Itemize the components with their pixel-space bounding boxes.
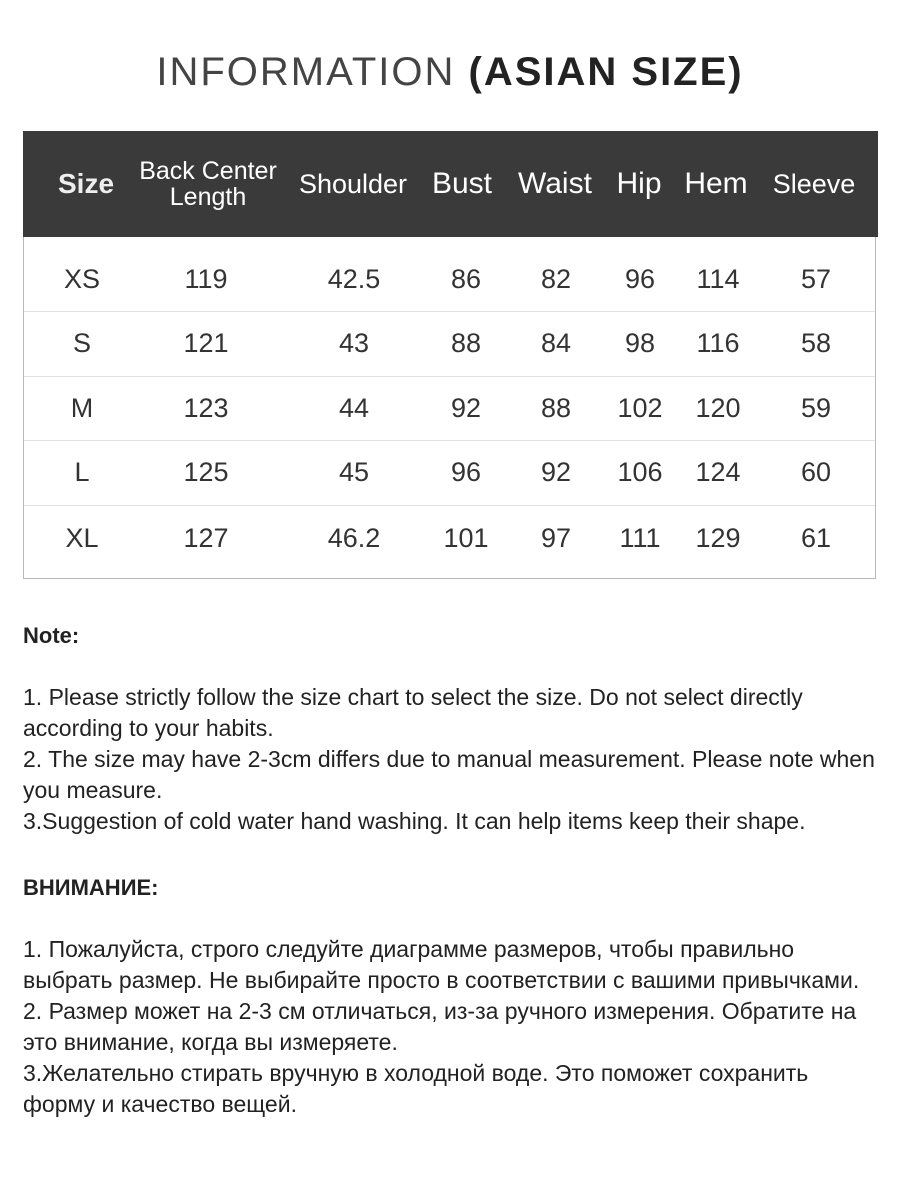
- cell-sleeve: 61: [800, 522, 832, 553]
- table-row: [24, 237, 875, 312]
- table-row: [24, 312, 875, 377]
- header-hem: Hem: [684, 167, 748, 200]
- cell-size: S: [72, 328, 91, 359]
- page-title: [0, 44, 900, 100]
- note-english: [23, 620, 878, 837]
- cell-hip: 111: [619, 522, 661, 553]
- cell-back-center-length: 127: [183, 522, 229, 553]
- note-item-ru: 1. Пожалуйста, строго следуйте диаграмме размеров, чтобы правильно выбрать размер. Не выбирайте просто в соответствии с вашими привычками.: [23, 936, 860, 993]
- cell-size: L: [74, 457, 90, 488]
- header-back-center-line1: Back Center: [139, 157, 277, 185]
- header-waist: Waist: [518, 167, 592, 200]
- header-back-center-line2: Length: [169, 183, 247, 211]
- cell-hip: 102: [617, 392, 663, 423]
- cell-size: XS: [63, 263, 101, 294]
- cell-waist: 82: [540, 263, 572, 294]
- cell-sleeve: 57: [800, 263, 832, 294]
- cell-shoulder: 43: [338, 328, 370, 359]
- cell-hem: 124: [695, 457, 741, 488]
- note-item: 3.Suggestion of cold water hand washing. It can help items keep their shape.: [23, 808, 806, 834]
- cell-sleeve: 60: [800, 457, 832, 488]
- note-heading: Note:: [23, 623, 80, 648]
- cell-size: M: [70, 392, 94, 423]
- cell-waist: 84: [540, 328, 572, 359]
- cell-bust: 88: [450, 328, 482, 359]
- note-item: 2. The size may have 2-3cm differs due to manual measurement. Please note when you measure.: [23, 746, 875, 803]
- cell-hip: 98: [624, 328, 656, 359]
- cell-back-center-length: 121: [183, 328, 229, 359]
- cell-hem: 116: [696, 328, 740, 359]
- header-bust: Bust: [431, 167, 493, 200]
- size-table-header: [23, 131, 878, 237]
- cell-shoulder: 45: [338, 457, 370, 488]
- cell-sleeve: 58: [800, 328, 832, 359]
- cell-waist: 88: [540, 392, 572, 423]
- table-row: [24, 377, 875, 442]
- cell-hem: 114: [696, 263, 740, 294]
- cell-back-center-length: 125: [183, 457, 229, 488]
- header-size: Size: [57, 168, 115, 199]
- cell-bust: 86: [450, 263, 482, 294]
- cell-shoulder: 42.5: [327, 263, 381, 294]
- note-item-ru: 3.Желательно стирать вручную в холодной воде. Это поможет сохранить форму и качество вещей.: [23, 1060, 809, 1117]
- header-sleeve: Sleeve: [772, 168, 856, 199]
- note-item: 1. Please strictly follow the size chart to select the size. Do not select directly according to your habits.: [23, 684, 803, 741]
- cell-shoulder: 46.2: [327, 522, 381, 553]
- cell-waist: 97: [540, 522, 572, 553]
- table-row: [24, 441, 875, 506]
- cell-shoulder: 44: [338, 392, 370, 423]
- cell-bust: 96: [450, 457, 482, 488]
- table-row: [24, 506, 875, 571]
- cell-hip: 96: [624, 263, 656, 294]
- note-item-ru: 2. Размер может на 2-3 см отличаться, из-за ручного измерения. Обратите на это внимание, когда вы измеряете.: [23, 998, 857, 1055]
- header-back-center-length: [133, 131, 283, 237]
- size-table: [23, 131, 876, 579]
- title-asian-size: (ASIAN SIZE): [468, 50, 744, 94]
- size-table-body: [24, 237, 875, 570]
- title-main: INFORMATION: [156, 50, 456, 94]
- note-heading-ru: ВНИМАНИЕ:: [23, 875, 159, 900]
- cell-size: XL: [65, 522, 99, 553]
- cell-waist: 92: [540, 457, 572, 488]
- cell-hip: 106: [617, 457, 663, 488]
- cell-back-center-length: 123: [183, 392, 229, 423]
- cell-bust: 101: [443, 522, 489, 553]
- cell-hem: 129: [695, 522, 741, 553]
- header-shoulder: Shoulder: [298, 168, 408, 199]
- cell-hem: 120: [695, 392, 741, 423]
- cell-sleeve: 59: [800, 392, 832, 423]
- cell-back-center-length: 119: [184, 263, 228, 294]
- note-russian: [23, 872, 878, 1120]
- cell-bust: 92: [450, 392, 482, 423]
- header-hip: Hip: [616, 167, 662, 200]
